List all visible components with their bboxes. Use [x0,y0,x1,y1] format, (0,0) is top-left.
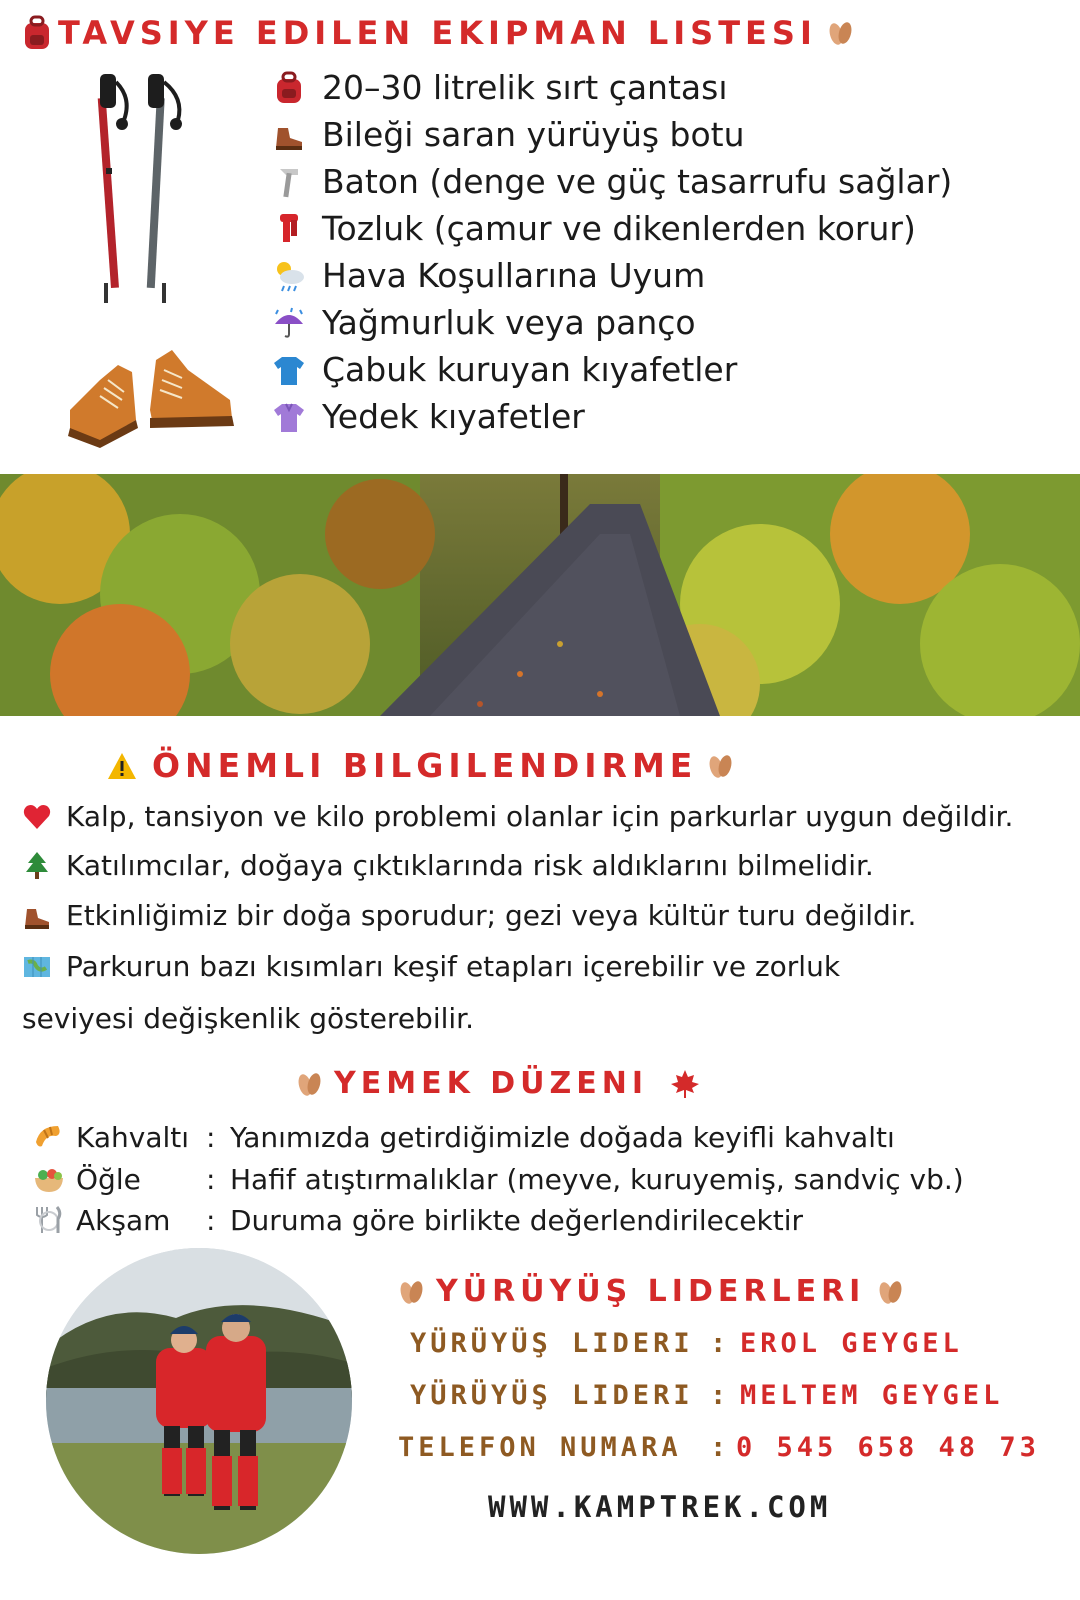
important-title: ÖNEMLI BILGILENDIRME [152,746,698,785]
leader-key: YÜRÜYÜŞ LIDERI [410,1328,694,1359]
leader-key: YÜRÜYÜŞ LIDERI [410,1380,694,1411]
meal-text: Hafif atıştırmalıklar (meyve, kuruyemiş, sandviç vb.) [230,1162,964,1196]
equipment-item [272,68,728,107]
shirt-icon [272,400,306,434]
leader-separator: : [710,1380,731,1411]
meal-label: Öğle [76,1162,141,1196]
equipment-item-text: Tozluk (çamur ve dikenlerden korur) [322,209,916,248]
cutlery-icon [32,1203,66,1237]
important-item-continuation: seviyesi değişkenlik gösterebilir. [22,1002,475,1035]
leaf-icon [296,1069,322,1099]
meal-label: Kahvaltı [76,1120,190,1154]
important-item-text: Kalp, tansiyon ve kilo problemi olanlar için parkurlar uygun değildir. [66,800,1014,833]
meals-title-row [296,1066,700,1101]
autumn-forest-banner [0,474,1080,716]
warning-icon [106,751,138,781]
important-item [22,849,874,882]
weather-icon [272,259,306,293]
trekking-poles-image [80,68,220,308]
leaf-icon [707,751,733,781]
equipment-item-text: Bileği saran yürüyüş botu [322,115,745,154]
equipment-title-row [22,14,853,52]
tshirt-icon [272,353,306,387]
equipment-item [272,209,916,248]
equipment-item [272,397,585,436]
leader-value: 0 545 658 48 73 [736,1432,1040,1463]
heart-icon [22,802,52,832]
leader-row [398,1432,1040,1463]
meals-title: YEMEK DÜZENI [334,1066,649,1101]
important-item-text: Parkurun bazı kısımları keşif etapları içerebilir ve zorluk [66,950,841,983]
important-title-row [106,746,733,785]
meal-row [32,1162,964,1196]
boot-icon [272,118,306,152]
important-item [22,950,840,983]
leader-row [410,1380,1003,1411]
equipment-item-text: Çabuk kuruyan kıyafetler [322,350,738,389]
meal-separator: : [206,1203,216,1237]
leader-value: MELTEM GEYGEL [740,1380,1004,1411]
equipment-item [272,256,705,295]
leader-separator: : [710,1328,731,1359]
leader-value: EROL GEYGEL [740,1328,963,1359]
tree-icon [22,851,52,881]
important-item-text: Katılımcılar, doğaya çıktıklarında risk aldıklarını bilmelidir. [66,849,874,882]
equipment-item-text: Yedek kıyafetler [322,397,585,436]
meal-text: Duruma göre birlikte değerlendirilecektir [230,1203,803,1237]
backpack-icon [272,71,306,105]
leaf-icon [398,1277,424,1307]
scarf-icon [272,212,306,246]
equipment-item [272,115,745,154]
maple-leaf-icon [670,1069,700,1099]
equipment-item-text: Yağmurluk veya panço [322,303,696,342]
equipment-item [272,303,696,342]
salad-icon [32,1162,66,1196]
pole-icon [272,165,306,199]
leaf-icon [877,1277,903,1307]
meal-row [32,1203,803,1237]
leader-separator: : [710,1432,731,1463]
important-item-text: Etkinliğimiz bir doğa sporudur; gezi veya kültür turu değildir. [66,899,917,932]
meal-text: Yanımızda getirdiğimizle doğada keyifli kahvaltı [230,1120,895,1154]
boot-icon [22,901,52,931]
leaf-icon [827,18,853,48]
equipment-item-text: Hava Koşullarına Uyum [322,256,706,295]
important-item [22,800,1013,833]
leaders-title: YÜRÜYÜŞ LIDERLERI [436,1274,866,1309]
leaders-photo [46,1248,352,1554]
important-item [22,899,916,932]
hiking-boots-image [60,340,240,450]
equipment-item-text: 20–30 litrelik sırt çantası [322,68,728,107]
croissant-icon [32,1120,66,1154]
backpack-icon [22,15,52,51]
leader-key: TELEFON NUMARA [398,1432,682,1463]
leader-row [410,1328,963,1359]
leaders-title-row [398,1274,903,1309]
map-icon [22,952,52,982]
meal-separator: : [206,1162,216,1196]
meal-row [32,1120,895,1154]
equipment-item [272,350,737,389]
meal-label: Akşam [76,1203,171,1237]
equipment-item [272,162,952,201]
umbrella-icon [272,306,306,340]
meal-separator: : [206,1120,216,1154]
equipment-item-text: Baton (denge ve güç tasarrufu sağlar) [322,162,953,201]
equipment-title: TAVSIYE EDILEN EKIPMAN LISTESI [58,14,817,52]
website-link[interactable]: WWW.KAMPTREK.COM [488,1490,832,1524]
